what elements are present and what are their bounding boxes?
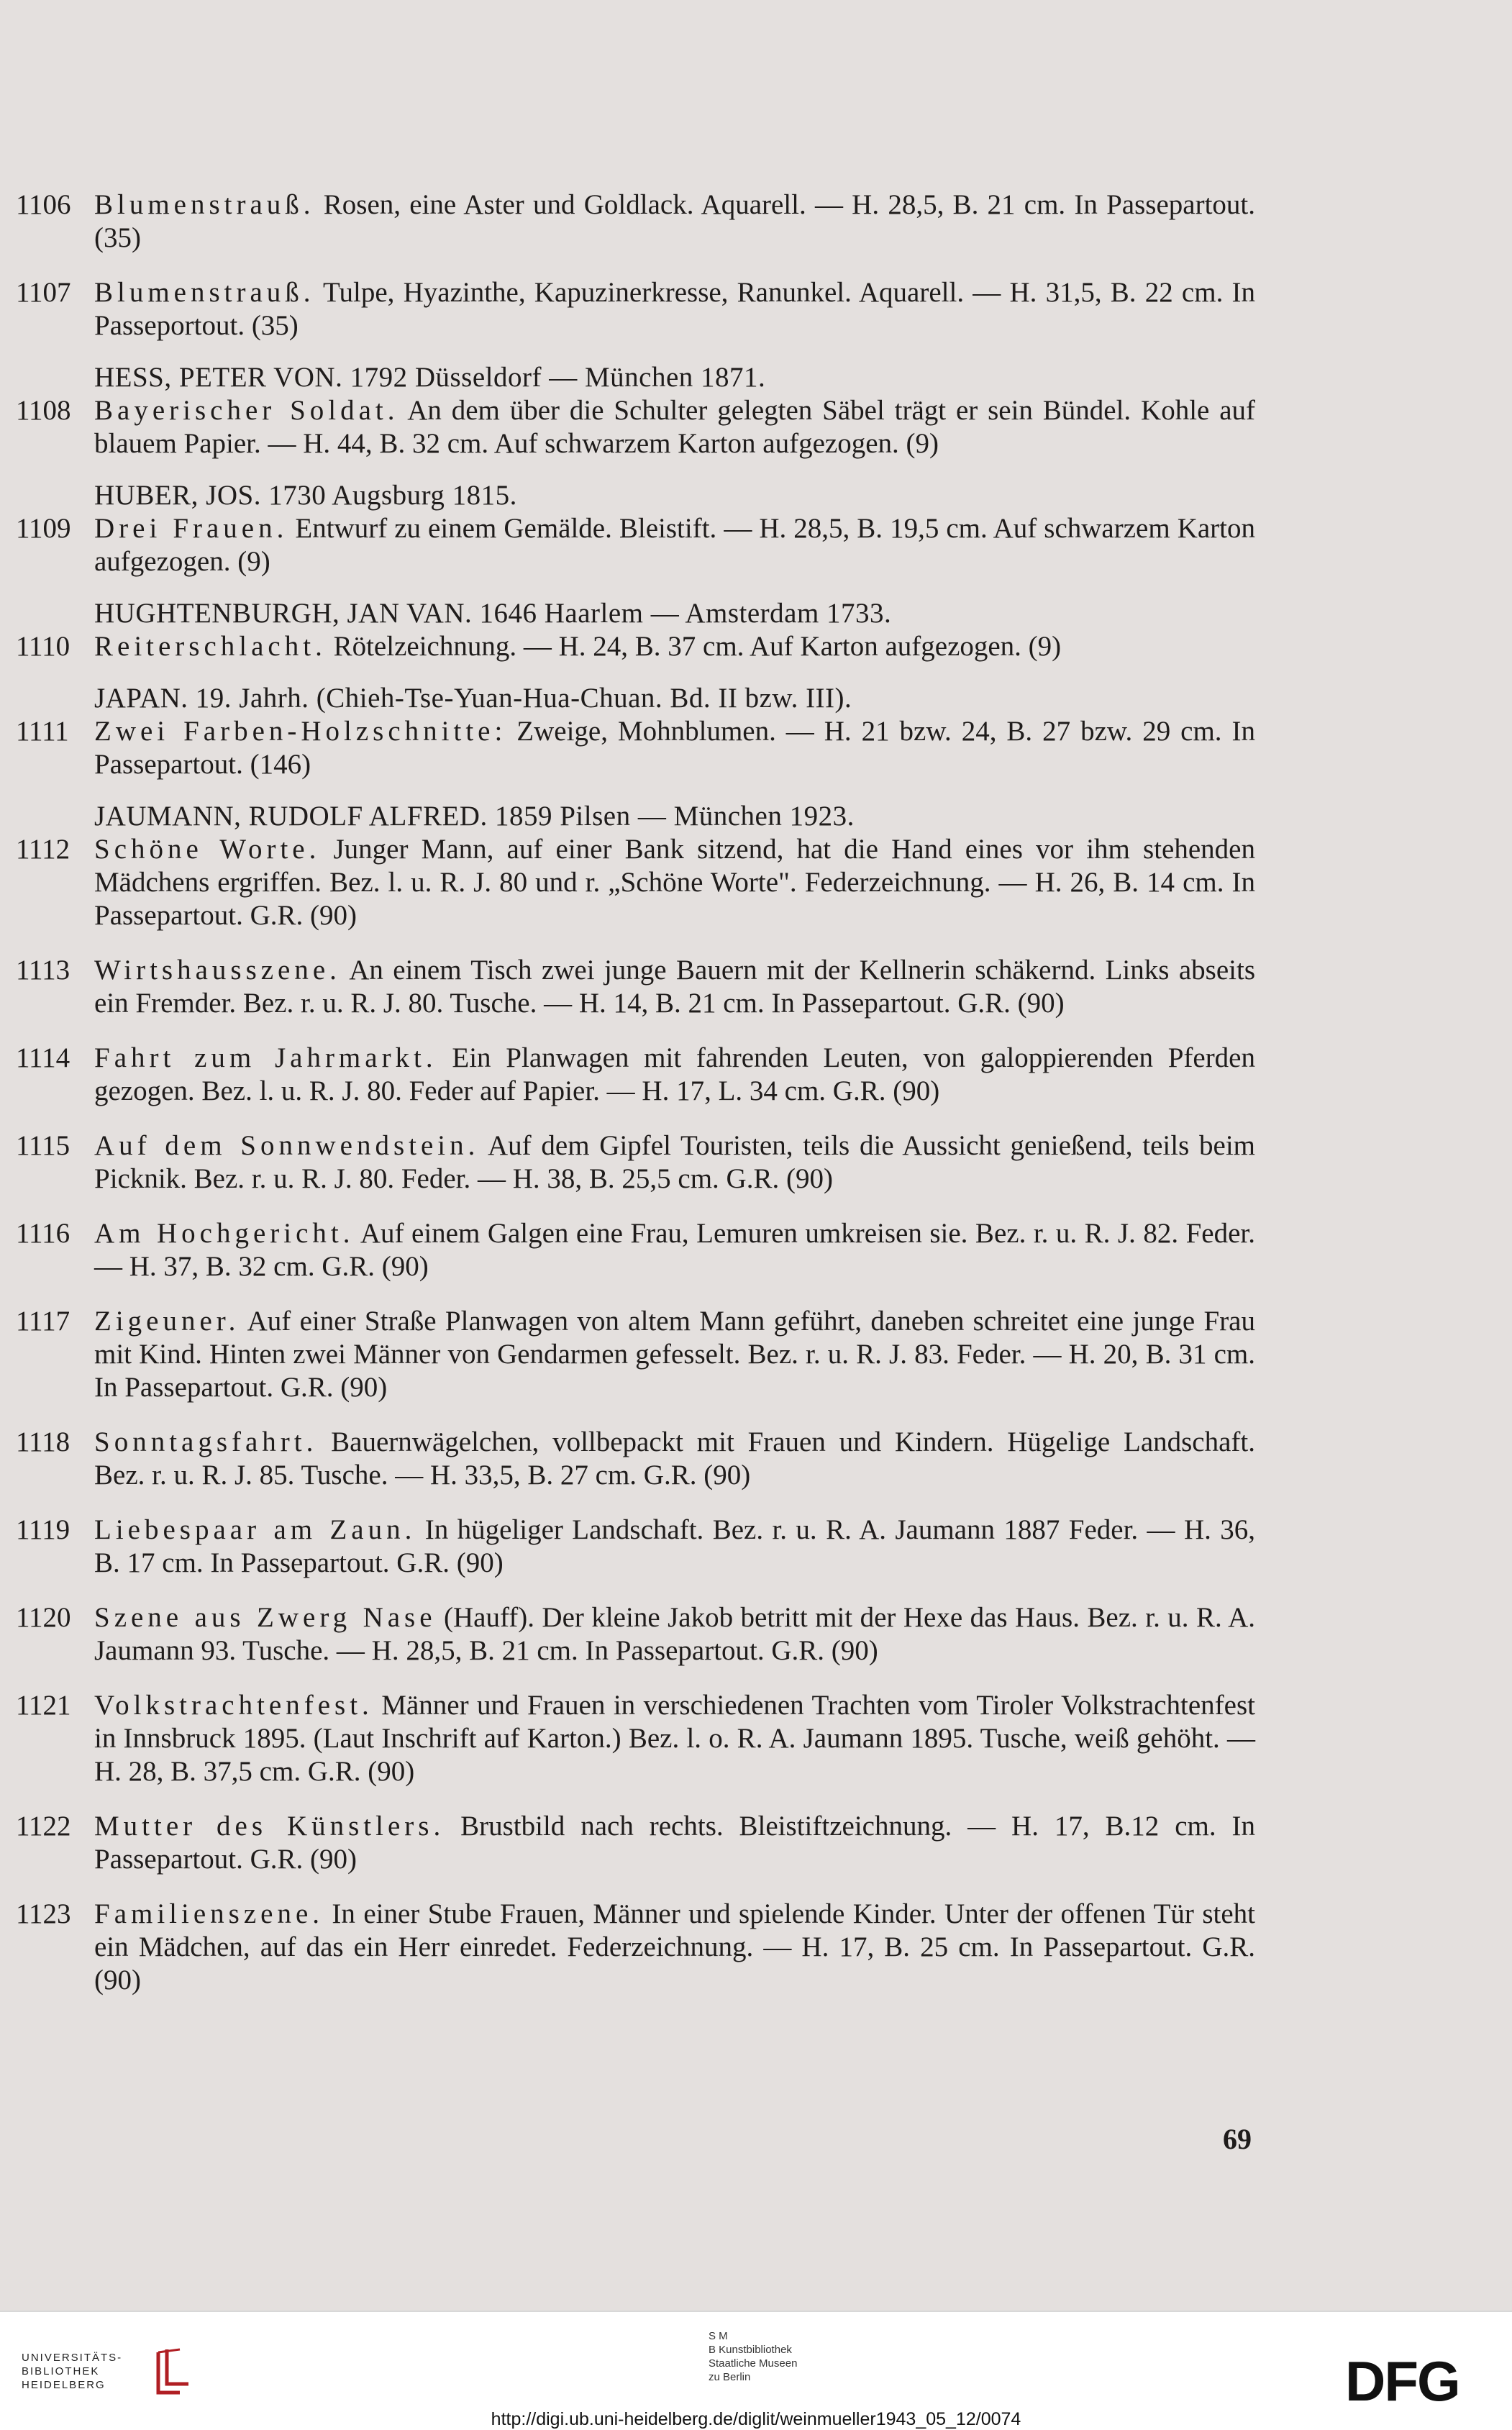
artist-heading: HUGHTENBURGH, JAN VAN. 1646 Haarlem — Amsterdam 1733.: [94, 598, 892, 629]
entry-title: Bayerischer Soldat.: [94, 395, 399, 426]
entry-title: Reiterschlacht.: [94, 631, 327, 662]
entry-description: In hügeliger Landschaft. Bez. r. u. R. A. Jaumann 1887 Feder. — H. 36, B. 17 cm. In Passepartout. G.R. (90): [94, 1514, 1255, 1578]
lot-number: 1110: [16, 631, 70, 662]
entry-description: Bauernwägelchen, vollbepackt mit Frauen und Kindern. Hügelige Landschaft. Bez. r. u. R. J. 85. Tusche. — H. 33,5, B. 27 cm. G.R. (90): [94, 1426, 1255, 1491]
artist-heading: HUBER, JOS. 1730 Augsburg 1815.: [94, 480, 517, 511]
catalog-entry: [0, 512, 1255, 578]
catalog-entry: [0, 1129, 1255, 1196]
library-name: UNIVERSITÄTS- BIBLIOTHEK HEIDELBERG: [22, 2352, 123, 2391]
lot-number: 1122: [16, 1811, 71, 1842]
entry-title: Sonntagsfahrt.: [94, 1426, 318, 1457]
catalog-entry: [0, 1898, 1255, 1997]
entry-title: Am Hochgericht.: [94, 1218, 355, 1249]
catalog-entry: [0, 276, 1255, 342]
entry-description: Entwurf zu einem Gemälde. Bleistift. — H. 28,5, B. 19,5 cm. Auf schwarzem Karton aufgezogen. (9): [94, 513, 1255, 577]
entry-title: Wirtshausszene.: [94, 955, 341, 986]
catalog-entry: [0, 1514, 1255, 1580]
catalog-entry: [0, 1217, 1255, 1283]
entry-description: Rosen, eine Aster und Goldlack. Aquarell. — H. 28,5, B. 21 cm. In Passepartout. (35): [94, 189, 1255, 253]
entry-title: Auf dem Sonnwendstein.: [94, 1130, 480, 1161]
lot-number: 1108: [16, 395, 71, 426]
entry-title: Blumenstrauß.: [94, 189, 315, 220]
entry-title: Drei Frauen.: [94, 513, 288, 544]
catalog-entry: [0, 630, 1255, 663]
entry-description: Auf einem Galgen eine Frau, Lemuren umkreisen sie. Bez. r. u. R. J. 82. Feder. — H. 37, B. 32 cm. G.R. (90): [94, 1218, 1255, 1282]
smb-kunstbibliothek-logo[interactable]: S M B Kunstbibliothek Staatliche Museen zu Berlin: [709, 2330, 798, 2383]
catalog-entry: [0, 833, 1255, 932]
artist-heading: HESS, PETER VON. 1792 Düsseldorf — München 1871.: [94, 362, 766, 393]
lot-number: 1115: [16, 1130, 70, 1161]
entry-description: Auf dem Gipfel Touristen, teils die Aussicht genießend, teils beim Picknik. Bez. r. u. R. J. 80. Feder. — H. 38, B. 25,5 cm. G.R. (90): [94, 1130, 1256, 1194]
entry-title: Szene aus Zwerg Nase: [94, 1602, 437, 1633]
entry-description: Auf einer Straße Planwagen von altem Mann geführt, daneben schreitet eine junge Frau mit Kind. Hinten zwei Männer von Gendarmen gefesselt. Bez. r. u. R. J. 83. Feder. — H. 20, B. 31 cm. In Passepartout. G.R. (90): [94, 1306, 1255, 1403]
lot-number: 1117: [16, 1306, 70, 1337]
lot-number: 1109: [16, 513, 71, 544]
lot-number: 1118: [16, 1426, 70, 1457]
catalog-entry: [0, 1689, 1255, 1788]
entry-title: Schöne Worte.: [94, 834, 321, 865]
catalog-entry: [0, 188, 1255, 255]
catalog-entry: [0, 1042, 1255, 1108]
entry-description: Zweige, Mohnblumen. — H. 21 bzw. 24, B. 27 bzw. 29 cm. In Passepartout. (146): [94, 716, 1255, 780]
library-mark-icon: [137, 2347, 201, 2398]
university-library-logo[interactable]: [22, 2347, 201, 2398]
entry-title: Blumenstrauß.: [94, 277, 315, 308]
artist-heading: JAPAN. 19. Jahrh. (Chieh-Tse-Yuan-Hua-Chuan. Bd. II bzw. III).: [94, 683, 852, 714]
catalog-entry: [0, 1305, 1255, 1404]
lot-number: 1113: [16, 955, 70, 986]
entry-list: [0, 188, 1512, 1997]
entry-title: Zigeuner.: [94, 1306, 240, 1337]
lot-number: 1119: [16, 1514, 70, 1545]
entry-description: An einem Tisch zwei junge Bauern mit der Kellnerin schäkernd. Links abseits ein Fremder. Bez. r. u. R. J. 80. Tusche. — H. 14, B. 21 cm. In Passepartout. G.R. (90): [94, 955, 1255, 1019]
artist-heading: JAUMANN, RUDOLF ALFRED. 1859 Pilsen — München 1923.: [94, 801, 855, 832]
dfg-logo[interactable]: DFG: [1345, 2349, 1459, 2413]
lot-number: 1107: [16, 277, 71, 308]
catalog-entry: [0, 394, 1255, 460]
source-url-link[interactable]: http://digi.ub.uni-heidelberg.de/diglit/weinmueller1943_05_12/0074: [491, 2409, 1021, 2429]
catalog-entry: [0, 954, 1255, 1020]
catalog-entry: [0, 1426, 1255, 1492]
entry-title: Zwei Farben-Holzschnitte:: [94, 716, 507, 747]
entry-description: Tulpe, Hyazinthe, Kapuzinerkresse, Ranunkel. Aquarell. — H. 31,5, B. 22 cm. In Passeportout. (35): [94, 277, 1255, 341]
entry-title: Mutter des Künstlers.: [94, 1811, 445, 1842]
entry-description: Männer und Frauen in verschiedenen Trachten vom Tiroler Volkstrachtenfest in Innsbruck 1895. (Laut Inschrift auf Karton.) Bez. l. o. R. A. Jaumann 1895. Tusche, weiß gehöht. — H. 28, B. 37,5 cm. G.R. (90): [94, 1690, 1255, 1787]
footer-bar: [0, 2311, 1512, 2430]
entry-description: Ein Planwagen mit fahrenden Leuten, von galoppierenden Pferden gezogen. Bez. l. u. R. J. 80. Feder auf Papier. — H. 17, L. 34 cm. G.R. (90): [94, 1042, 1255, 1106]
entry-description: In einer Stube Frauen, Männer und spielende Kinder. Unter der offenen Tür steht ein Mädchen, auf das ein Herr einredet. Federzeichnung. — H. 17, B. 25 cm. In Passepartout. G.R. (90): [94, 1898, 1255, 1996]
entry-title: Liebespaar am Zaun.: [94, 1514, 416, 1545]
lot-number: 1116: [16, 1218, 70, 1249]
catalog-entry: [0, 1810, 1255, 1876]
entry-description: (Hauff). Der kleine Jakob betritt mit der Hexe das Haus. Bez. r. u. R. A. Jaumann 93. Tusche. — H. 28,5, B. 21 cm. In Passepartout. G.R. (90): [94, 1602, 1255, 1666]
lot-number: 1114: [16, 1042, 70, 1073]
entry-description: Rötelzeichnung. — H. 24, B. 37 cm. Auf Karton aufgezogen. (9): [326, 631, 1062, 662]
entry-description: Junger Mann, auf einer Bank sitzend, hat die Hand eines vor ihm stehenden Mädchens ergriffen. Bez. l. u. R. J. 80 und r. „Schöne Worte". Federzeichnung. — H. 26, B. 14 cm. In Passepartout. G.R. (90): [94, 834, 1255, 931]
lot-number: 1111: [16, 716, 69, 747]
entry-title: Fahrt zum Jahrmarkt.: [94, 1042, 437, 1073]
catalog-entry: [0, 1601, 1255, 1667]
lot-number: 1121: [16, 1690, 71, 1721]
lot-number: 1112: [16, 834, 70, 865]
entry-title: Familienszene.: [94, 1898, 324, 1929]
lot-number: 1123: [16, 1898, 71, 1929]
entry-description: Brustbild nach rechts. Bleistiftzeichnung. — H. 17, B.12 cm. In Passepartout. G.R. (90): [94, 1811, 1255, 1875]
lot-number: 1120: [16, 1602, 71, 1633]
page-number: 69: [1223, 2123, 1252, 2155]
lot-number: 1106: [16, 189, 71, 220]
catalog-entry: [0, 715, 1255, 781]
entry-title: Volkstrachtenfest.: [94, 1690, 373, 1721]
entry-description: An dem über die Schulter gelegten Säbel trägt er sein Bündel. Kohle auf blauem Papier. — H. 44, B. 32 cm. Auf schwarzem Karton aufgezogen. (9): [94, 395, 1255, 459]
